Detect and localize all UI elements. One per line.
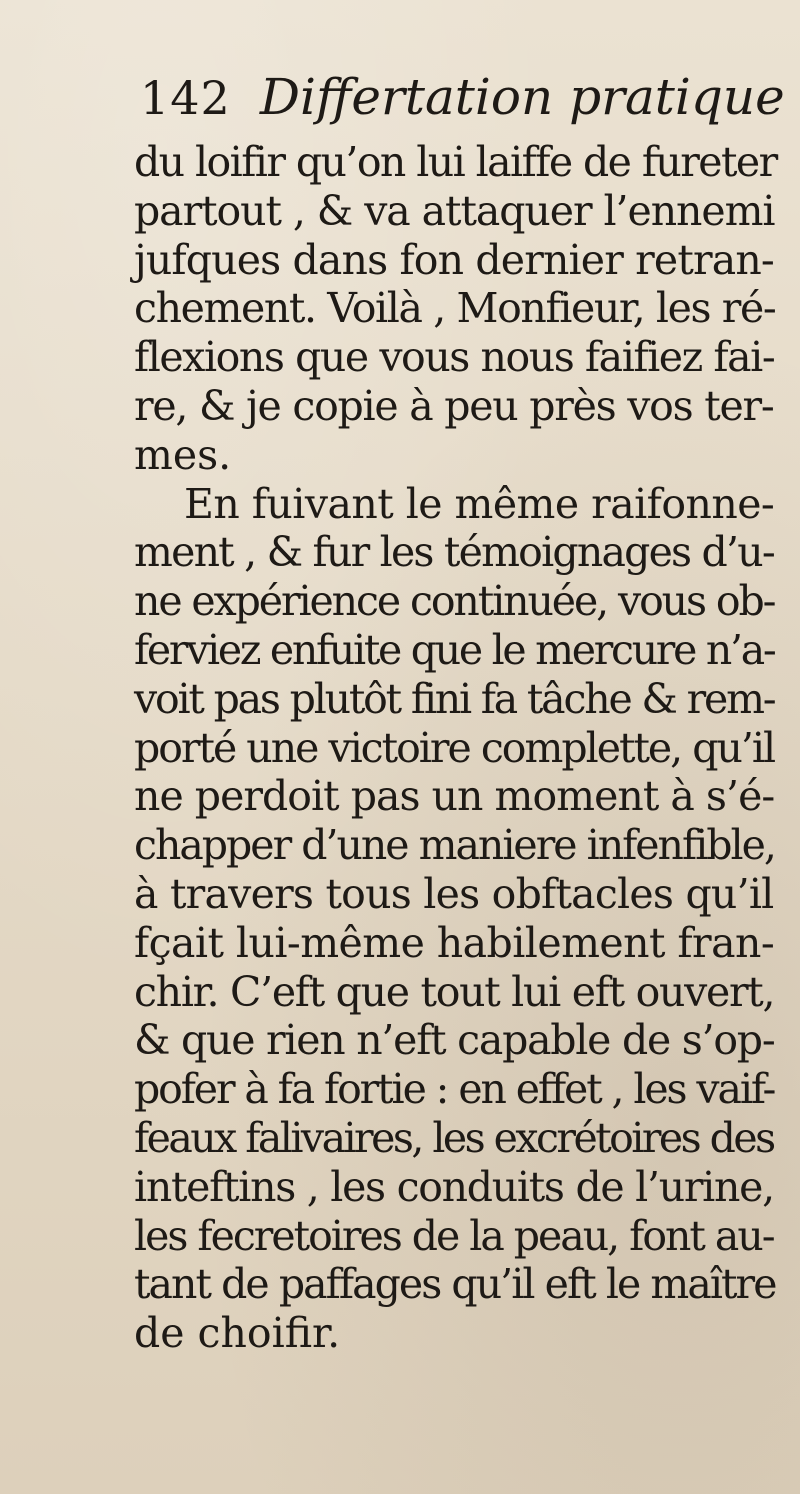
text-line: voit pas plutôt fini fa tâche & rem-: [134, 674, 775, 723]
page-header: [140, 68, 785, 138]
text-line: flexions que vous nous faifiez fai-: [134, 333, 775, 382]
text-line: les fecretoires de la peau, font au-: [134, 1211, 774, 1260]
paragraph-start-line: En fuivant le même raifonne-: [184, 479, 775, 528]
text-line: chir. C’eft que tout lui eft ouvert,: [134, 967, 775, 1016]
text-line: ment , & fur les témoignages d’u-: [134, 528, 774, 577]
text-line: ferviez enfuite que le mercure n’a-: [134, 625, 775, 674]
text-line: re, & je copie à peu près vos ter-: [134, 381, 774, 430]
page-number: 142: [140, 71, 231, 125]
text-line: chapper d’une maniere infenfible,: [134, 821, 775, 870]
text-line: & que rien n’eft capable de s’op-: [134, 1016, 775, 1065]
text-line: ne perdoit pas un moment à s’é-: [134, 772, 775, 821]
text-line: jufques dans fon dernier retran-: [134, 235, 774, 284]
text-line: porté une victoire complette, qu’il: [134, 723, 775, 772]
text-line: du loifir qu’on lui laiffe de fureter: [134, 138, 777, 186]
text-line: pofer à fa fortie : en effet , les vaif-: [134, 1065, 775, 1114]
text-line: tant de paffages qu’il eft le maître: [134, 1260, 776, 1309]
text-line: à travers tous les obftacles qu’il: [134, 869, 774, 918]
running-title: Differtation pratique: [259, 68, 785, 126]
text-line: inteftins , les conduits de l’urine,: [134, 1162, 774, 1211]
text-line: mes.: [134, 430, 232, 479]
text-line: feaux falivaires, les excrétoires des: [134, 1113, 774, 1162]
body-text: [134, 138, 777, 1358]
text-line: ne expérience continuée, vous ob-: [134, 577, 775, 626]
text-line: fçait lui-même habilement fran-: [134, 918, 775, 967]
text-line: de choifir.: [134, 1309, 341, 1358]
text-line: partout , & va attaquer l’ennemi: [134, 186, 775, 235]
text-line: chement. Voilà , Monfieur, les ré-: [134, 284, 776, 333]
